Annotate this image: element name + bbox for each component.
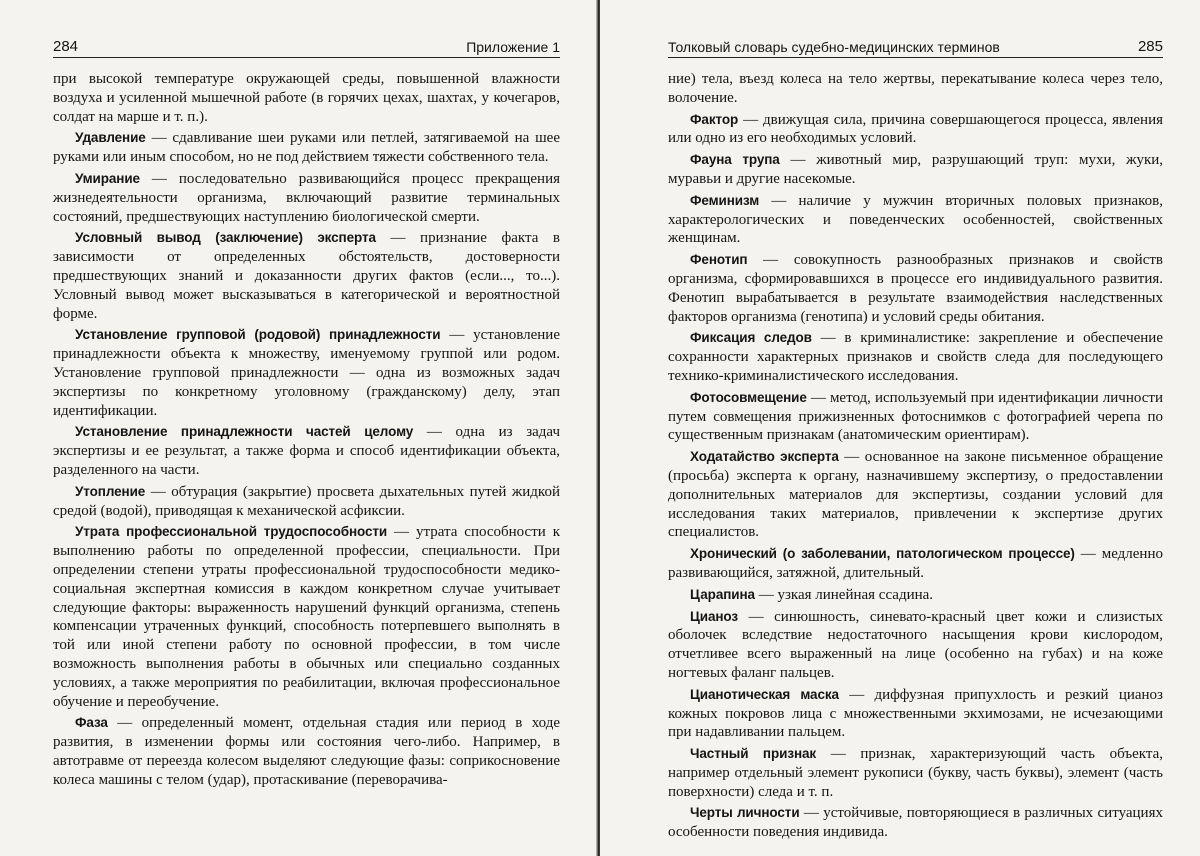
entry-term: Утрата профессиональной трудоспособности: [75, 524, 388, 540]
entry-definition: при высокой температуре окружающей среды, повышенной влажности воздуха и усиленной мышечной работе (в горячих цехах, шахтах, у кочегаров, солдат на марше и т. п.).: [53, 71, 560, 125]
dictionary-entry: [668, 545, 1163, 583]
entry-definition: — последовательно развивающийся процесс прекращения жизнедеятельности организма, включающий развитие терминальных состояний, предшествующих наступлению биологической смерти.: [53, 170, 560, 225]
left-page-text: [53, 70, 560, 789]
right-running-head: Толковый словарь судебно-медицинских терминов: [668, 39, 1000, 55]
dictionary-entry: [53, 129, 560, 167]
dictionary-entry: [53, 483, 560, 521]
entry-definition: — одна из задач экспертизы и ее результат, а также форма и способ идентификации объекта, разделенного на части.: [53, 424, 561, 478]
entry-term: Фактор: [690, 111, 739, 127]
entry-term: Удавление: [75, 130, 146, 146]
dictionary-entry: [668, 251, 1163, 326]
dictionary-entry: [668, 448, 1163, 542]
entry-term: Умирание: [75, 170, 140, 186]
entry-term: Ходатайство эксперта: [690, 449, 839, 465]
entry-definition: — обтурация (закрытие) просвета дыхательных путей жидкой средой (водой), приводящая к механической асфиксии.: [53, 483, 560, 519]
entry-term: Установление принадлежности частей целому: [75, 424, 414, 440]
entry-definition: — признание факта в зависимости от определенных обстоятельств, достоверности предшествующих знаний и доказанности других фактов (если..., то...). Условный вывод может высказываться в категорической и вероятностной форме.: [53, 230, 561, 322]
entry-definition: — узкая линейная ссадина.: [754, 586, 934, 603]
entry-term: Фотосовмещение: [690, 389, 807, 405]
entry-definition: — основанное на законе письменное обращение (просьба) эксперта к органу, назначившему экспертизу, о предоставлении дополнительных материалов для экспертизы, создании условий для исследования таких материалов, привлечении к экспертизе других специалистов.: [668, 449, 1163, 541]
entry-definition: — движущая сила, причина совершающегося процесса, явления или одно из его необходимых условий.: [668, 111, 1163, 147]
entry-term: Утопление: [75, 483, 146, 499]
dictionary-entry: [53, 714, 560, 789]
entry-definition: — синюшность, синевато-красный цвет кожи и слизистых оболочек вследствие недостаточного насыщения крови кислородом, отчетливее всего выраженный на лице (особенно на губах) и на коже ногтевых фаланг пальцев.: [668, 608, 1163, 681]
dictionary-entry: [668, 111, 1163, 149]
dictionary-entry: [668, 686, 1163, 742]
entry-definition: — диффузная припухлость и резкий цианоз кожных покровов лица с множественными экхимозами, не исчезающими при надавливании пальцем.: [668, 686, 1163, 741]
entry-term: Частный признак: [690, 746, 817, 762]
entry-term: Цианоз: [690, 608, 739, 624]
entry-term: Черты личности: [690, 805, 800, 821]
entry-definition: — медленно развивающийся, затяжной, длительный.: [668, 546, 1163, 581]
entry-definition: — признак, характеризующий часть объекта, например отдельный элемент рукописи (букву, часть буквы), элемент (часть поверхности) следа и т. п.: [668, 746, 1163, 800]
dictionary-entry: [53, 423, 560, 479]
entry-term: Хронический (о заболевании, патологическом процессе): [690, 546, 1075, 562]
dictionary-entry: [53, 170, 560, 226]
entry-definition: — устойчивые, повторяющиеся в различных ситуациях особенности поведения индивида.: [668, 805, 1163, 841]
dictionary-entry: [668, 151, 1163, 189]
dictionary-entry: [668, 804, 1163, 842]
dictionary-entry: [53, 523, 560, 711]
right-page: [600, 0, 1200, 856]
right-running-header: [668, 38, 1163, 58]
dictionary-entry: [53, 229, 560, 323]
left-running-header: [53, 38, 560, 58]
entry-definition: — в криминалистике: закрепление и обеспечение сохранности характерных признаков и свойств следа для последующего технико-криминалистического исследования.: [668, 330, 1163, 384]
entry-term: Цианотическая маска: [690, 686, 839, 702]
entry-definition: — метод, используемый при идентификации личности путем совмещения прижизненных фотоснимков с фотографией черепа по существенным признакам (анатомическим ориентирам).: [668, 389, 1163, 444]
entry-term: Установление групповой (родовой) принадлежности: [75, 327, 441, 343]
dictionary-entry: [668, 745, 1163, 801]
entry-term: Фаза: [75, 715, 108, 731]
entry-definition: — утрата способности к выполнению работы по определенной профессии, специальности. При определении степени утраты профессиональной трудоспособности медико-социальная экспертная комиссия в каждом конкретном случае учитывает следующие факторы: выраженность нарушений функций организма, степень компенсации утраченных функций, способность потерпевшего выполнять в той или иной степени работу по основной профессии, в том числе возможность выполнения работы в обычных или специально созданных условиях, а также мероприятия по реабилитации, включая профессиональное обучение и переобучение.: [53, 524, 560, 710]
dictionary-entry: [668, 192, 1163, 248]
dictionary-entry: [668, 608, 1163, 683]
dictionary-entry: [53, 326, 560, 420]
entry-term: Условный вывод (заключение) эксперта: [75, 230, 376, 246]
entry-definition: — сдавливание шеи руками или петлей, затягиваемой на шее руками или иным способом, но не под действием тяжести собственного тела.: [53, 130, 560, 166]
entry-term: Феминизм: [690, 192, 760, 208]
dictionary-entry: [668, 329, 1163, 385]
dictionary-entry: [668, 70, 1163, 108]
entry-definition: — животный мир, разрушающий труп: мухи, жуки, муравьи и другие насекомые.: [668, 152, 1164, 187]
left-running-head: Приложение 1: [466, 39, 560, 55]
entry-term: Фенотип: [690, 252, 748, 268]
dictionary-entry: [668, 389, 1163, 445]
entry-term: Фиксация следов: [690, 330, 812, 346]
entry-definition: — установление принадлежности объекта к множеству, именуемому группой или родом. Установление групповой принадлежности — одна из возможных задач экспертизы по конкретному уголовному (гражданскому) делу, этап идентификации.: [53, 327, 560, 419]
dictionary-entry: [668, 586, 1163, 605]
left-page-number: 284: [53, 38, 79, 55]
right-page-number: 285: [1137, 38, 1163, 55]
entry-definition: ние) тела, въезд колеса на тело жертвы, перекатывание колеса через тело, волочение.: [668, 71, 1163, 106]
entry-definition: — определенный момент, отдельная стадия или период в ходе развития, в изменении формы или состояния чего-либо. Например, в автотравме от переезда колесом выделяют следующие фазы: соприкосновение колеса машины с телом (удар), протаскивание (переворачива-: [53, 715, 560, 788]
entry-term: Фауна трупа: [690, 152, 780, 168]
entry-definition: — наличие у мужчин вторичных половых признаков, характерологических и поведенческих особенностей, свойственных женщинам.: [668, 192, 1163, 247]
entry-term: Царапина: [690, 586, 755, 602]
right-page-text: [668, 70, 1163, 842]
entry-definition: — совокупность разнообразных признаков и свойств организма, сформировавшихся в процессе его индивидуального развития. Фенотип вырабатывается в результате взаимодействия наследственных факторов организма (генотипа) и условий среды обитания.: [668, 252, 1163, 325]
dictionary-entry: [53, 70, 560, 126]
